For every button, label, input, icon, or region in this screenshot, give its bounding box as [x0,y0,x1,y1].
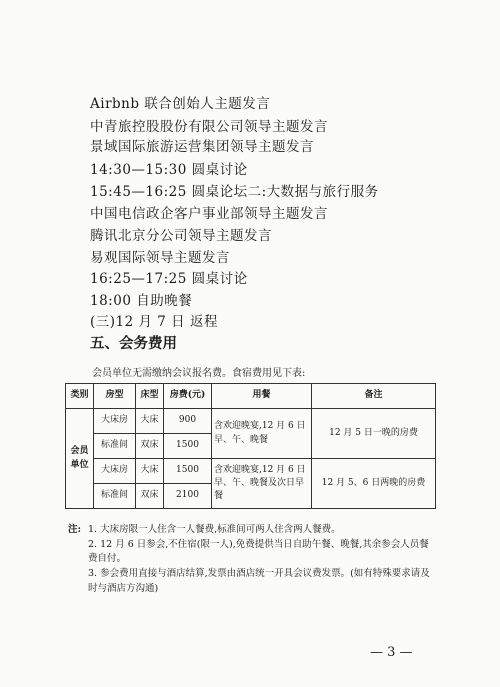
bed-type-cell: 双床 [136,434,164,459]
price-cell: 1500 [164,434,212,459]
schedule-line: 景域国际旅游运营集团领导主题发言 [90,139,314,155]
page-number: — 3 — [370,645,413,660]
schedule-line: 14:30—15:30 圆桌讨论 [90,162,248,178]
category-cell: 会员单位 [66,409,94,509]
schedule-line: 18:00 自助晚餐 [90,293,193,309]
note-item [68,567,438,596]
schedule-line: Airbnb 联合创始人主题发言 [90,96,271,112]
price-cell: 900 [164,409,212,434]
table-header-row [66,384,436,409]
section-heading: 五、会务费用 [90,336,177,352]
bed-type-cell: 大床 [136,459,164,484]
schedule-line: 中青旅控股股份有限公司领导主题发言 [90,119,328,135]
room-type-cell: 大床房 [94,409,136,434]
intro-text: 会员单位无需缴纳会议报名费。食宿费用见下表: [92,368,306,379]
remark-cell: 12 月 5 日一晚的房费 [312,409,436,459]
meal-cell: 含欢迎晚宴,12 月 6 日早、午、晚餐及次日早餐 [212,459,312,509]
schedule-line: 16:25—17:25 圆桌讨论 [90,271,248,287]
column-header: 房型 [94,384,136,409]
table-row [66,409,436,434]
schedule-line: 易观国际领导主题发言 [90,250,230,266]
column-header: 床型 [136,384,164,409]
meal-cell: 含欢迎晚宴,12 月 6 日早、午、晚餐 [212,409,312,459]
column-header: 类别 [66,384,94,409]
note-text: 3. 参会费用直接与酒店结算,发票由酒店统一开具会议费发票。(如有特殊要求请及时与酒店方沟通) [88,568,430,594]
note-item [68,523,438,538]
column-header: 备注 [312,384,436,409]
room-type-cell: 大床房 [94,459,136,484]
column-header: 房费(元) [164,384,212,409]
fee-table [65,383,436,509]
room-type-cell: 标准间 [94,434,136,459]
note-item [68,538,438,567]
room-type-cell: 标准间 [94,484,136,509]
schedule-line: 中国电信政企客户事业部领导主题发言 [90,206,328,222]
note-text: 2. 12 月 6 日参会,不住宿(限一人),免费提供当日自助午餐、晚餐,其余参会人员餐费自付。 [88,538,429,565]
price-cell: 1500 [164,459,212,484]
notes-block [68,523,438,597]
schedule-line: 腾讯北京分公司领导主题发言 [90,228,272,244]
schedule-line: 15:45—16:25 圆桌论坛二:大数据与旅行服务 [90,184,379,200]
note-text: 1. 大床房限一人住含一人餐费,标准间可两人住含两人餐费。 [88,524,341,535]
bed-type-cell: 双床 [136,484,164,509]
column-header: 用餐 [212,384,312,409]
table-row [66,459,436,484]
bed-type-cell: 大床 [136,409,164,434]
remark-cell: 12 月 5、6 日两晚的房费 [312,459,436,509]
schedule-line: (三)12 月 7 日 返程 [90,314,218,330]
notes-label: 注: [68,524,82,535]
price-cell: 2100 [164,484,212,509]
